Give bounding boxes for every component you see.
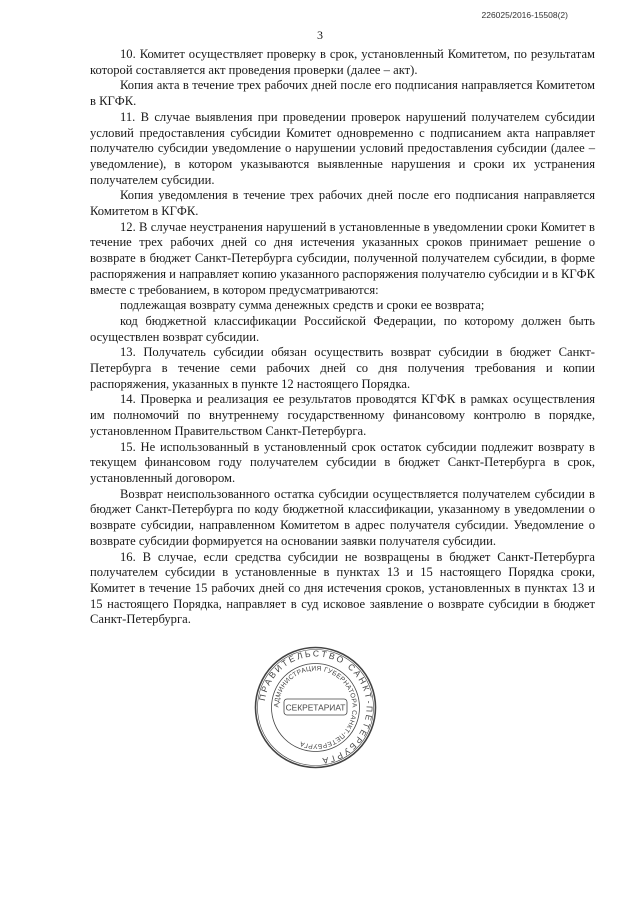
paragraph-11: 11. В случае выявления при проведении проверок нарушений получателем субсидии условий предоставления субсидии Комитет одновременно с подписанием акта направляет получателю субсидии уведомление о нарушении условий предоставления субсидии (далее – уведомление), в котором указываются выявленные нарушения и сроки их устранения получателем субсидии. xyxy=(90,109,595,187)
paragraph-16: 16. В случае, если средства субсидии не возвращены в бюджет Санкт-Петербурга получателем субсидии в установленные в пунктах 13 и 15 настоящего Порядка сроки, Комитет в течение 15 рабочих дней со дня истечения сроков, установленных в пунктах 13 и 15 настоящего Порядка, направляет в суд исковое заявление о возврате субсидии в бюджет Санкт-Петербурга. xyxy=(90,549,595,627)
paragraph-budget-code: код бюджетной классификации Российской Федерации, по которому должен быть осуществлен возврат субсидии. xyxy=(90,313,595,344)
document-body xyxy=(90,47,595,628)
paragraph-15: 15. Не использованный в установленный срок остаток субсидии подлежит возврату в текущем финансовом году получателем субсидии в бюджет Санкт-Петербурга в срок, установленный договором. xyxy=(90,439,595,485)
paragraph-unused-remainder: Возврат неиспользованного остатка субсидии осуществляется получателем субсидии в бюджет Санкт-Петербурга по коду бюджетной классификации, указанному в уведомлении о возврате субсидии, направленном Комитетом в адрес получателя субсидии. Уведомление о возврате субсидии формируется на основании заявки получателя субсидии. xyxy=(90,486,595,548)
stamp-seal xyxy=(253,645,378,770)
stamp-inner-text: АДМИНИСТРАЦИЯ ГУБЕРНАТОРА САНКТ-ПЕТЕРБУРГА xyxy=(273,665,358,750)
document-number: 226025/2016-15508(2) xyxy=(481,10,568,20)
page-number: 3 xyxy=(317,28,323,42)
stamp-center-text: СЕКРЕТАРИАТ xyxy=(285,702,346,713)
paragraph-13: 13. Получатель субсидии обязан осуществить возврат субсидии в бюджет Санкт-Петербурга в течение семи рабочих дней со дня получения требования и копии распоряжения, указанных в пункте 12 настоящего Порядка. xyxy=(90,345,595,391)
stamp-outer-text: ПРАВИТЕЛЬСТВО САНКТ-ПЕТЕРБУРГА xyxy=(256,648,375,767)
paragraph-14: 14. Проверка и реализация ее результатов проводятся КГФК в рамках осуществления им полномочий по внутреннему государственному финансовому контролю в порядке, установленном Правительством Санкт-Петербурга. xyxy=(90,392,595,438)
paragraph-10: 10. Комитет осуществляет проверку в срок, установленный Комитетом, по результатам которой составляется акт проведения проверки (далее – акт). xyxy=(90,47,595,77)
paragraph-refund-amount: подлежащая возврату сумма денежных средств и сроки ее возврата; xyxy=(120,298,485,313)
paragraph-notice-copy: Копия уведомления в течение трех рабочих дней после его подписания направляется Комитетом в КГФК. xyxy=(90,188,595,219)
secretariat-stamp xyxy=(253,645,378,770)
paragraph-act-copy: Копия акта в течение трех рабочих дней после его подписания направляется Комитетом в КГФК. xyxy=(90,78,595,109)
paragraph-12: 12. В случае неустранения нарушений в установленные в уведомлении сроки Комитет в течение трех рабочих дней со дня истечения указанных сроков принимает решение о возврате в бюджет Санкт-Петербурга субсидии, полученной получателем субсидии, в форме распоряжения и направляет копию указанного распоряжения получателю субсидии и в КГФК вместе с требованием, в котором предусматриваются: xyxy=(90,219,595,297)
